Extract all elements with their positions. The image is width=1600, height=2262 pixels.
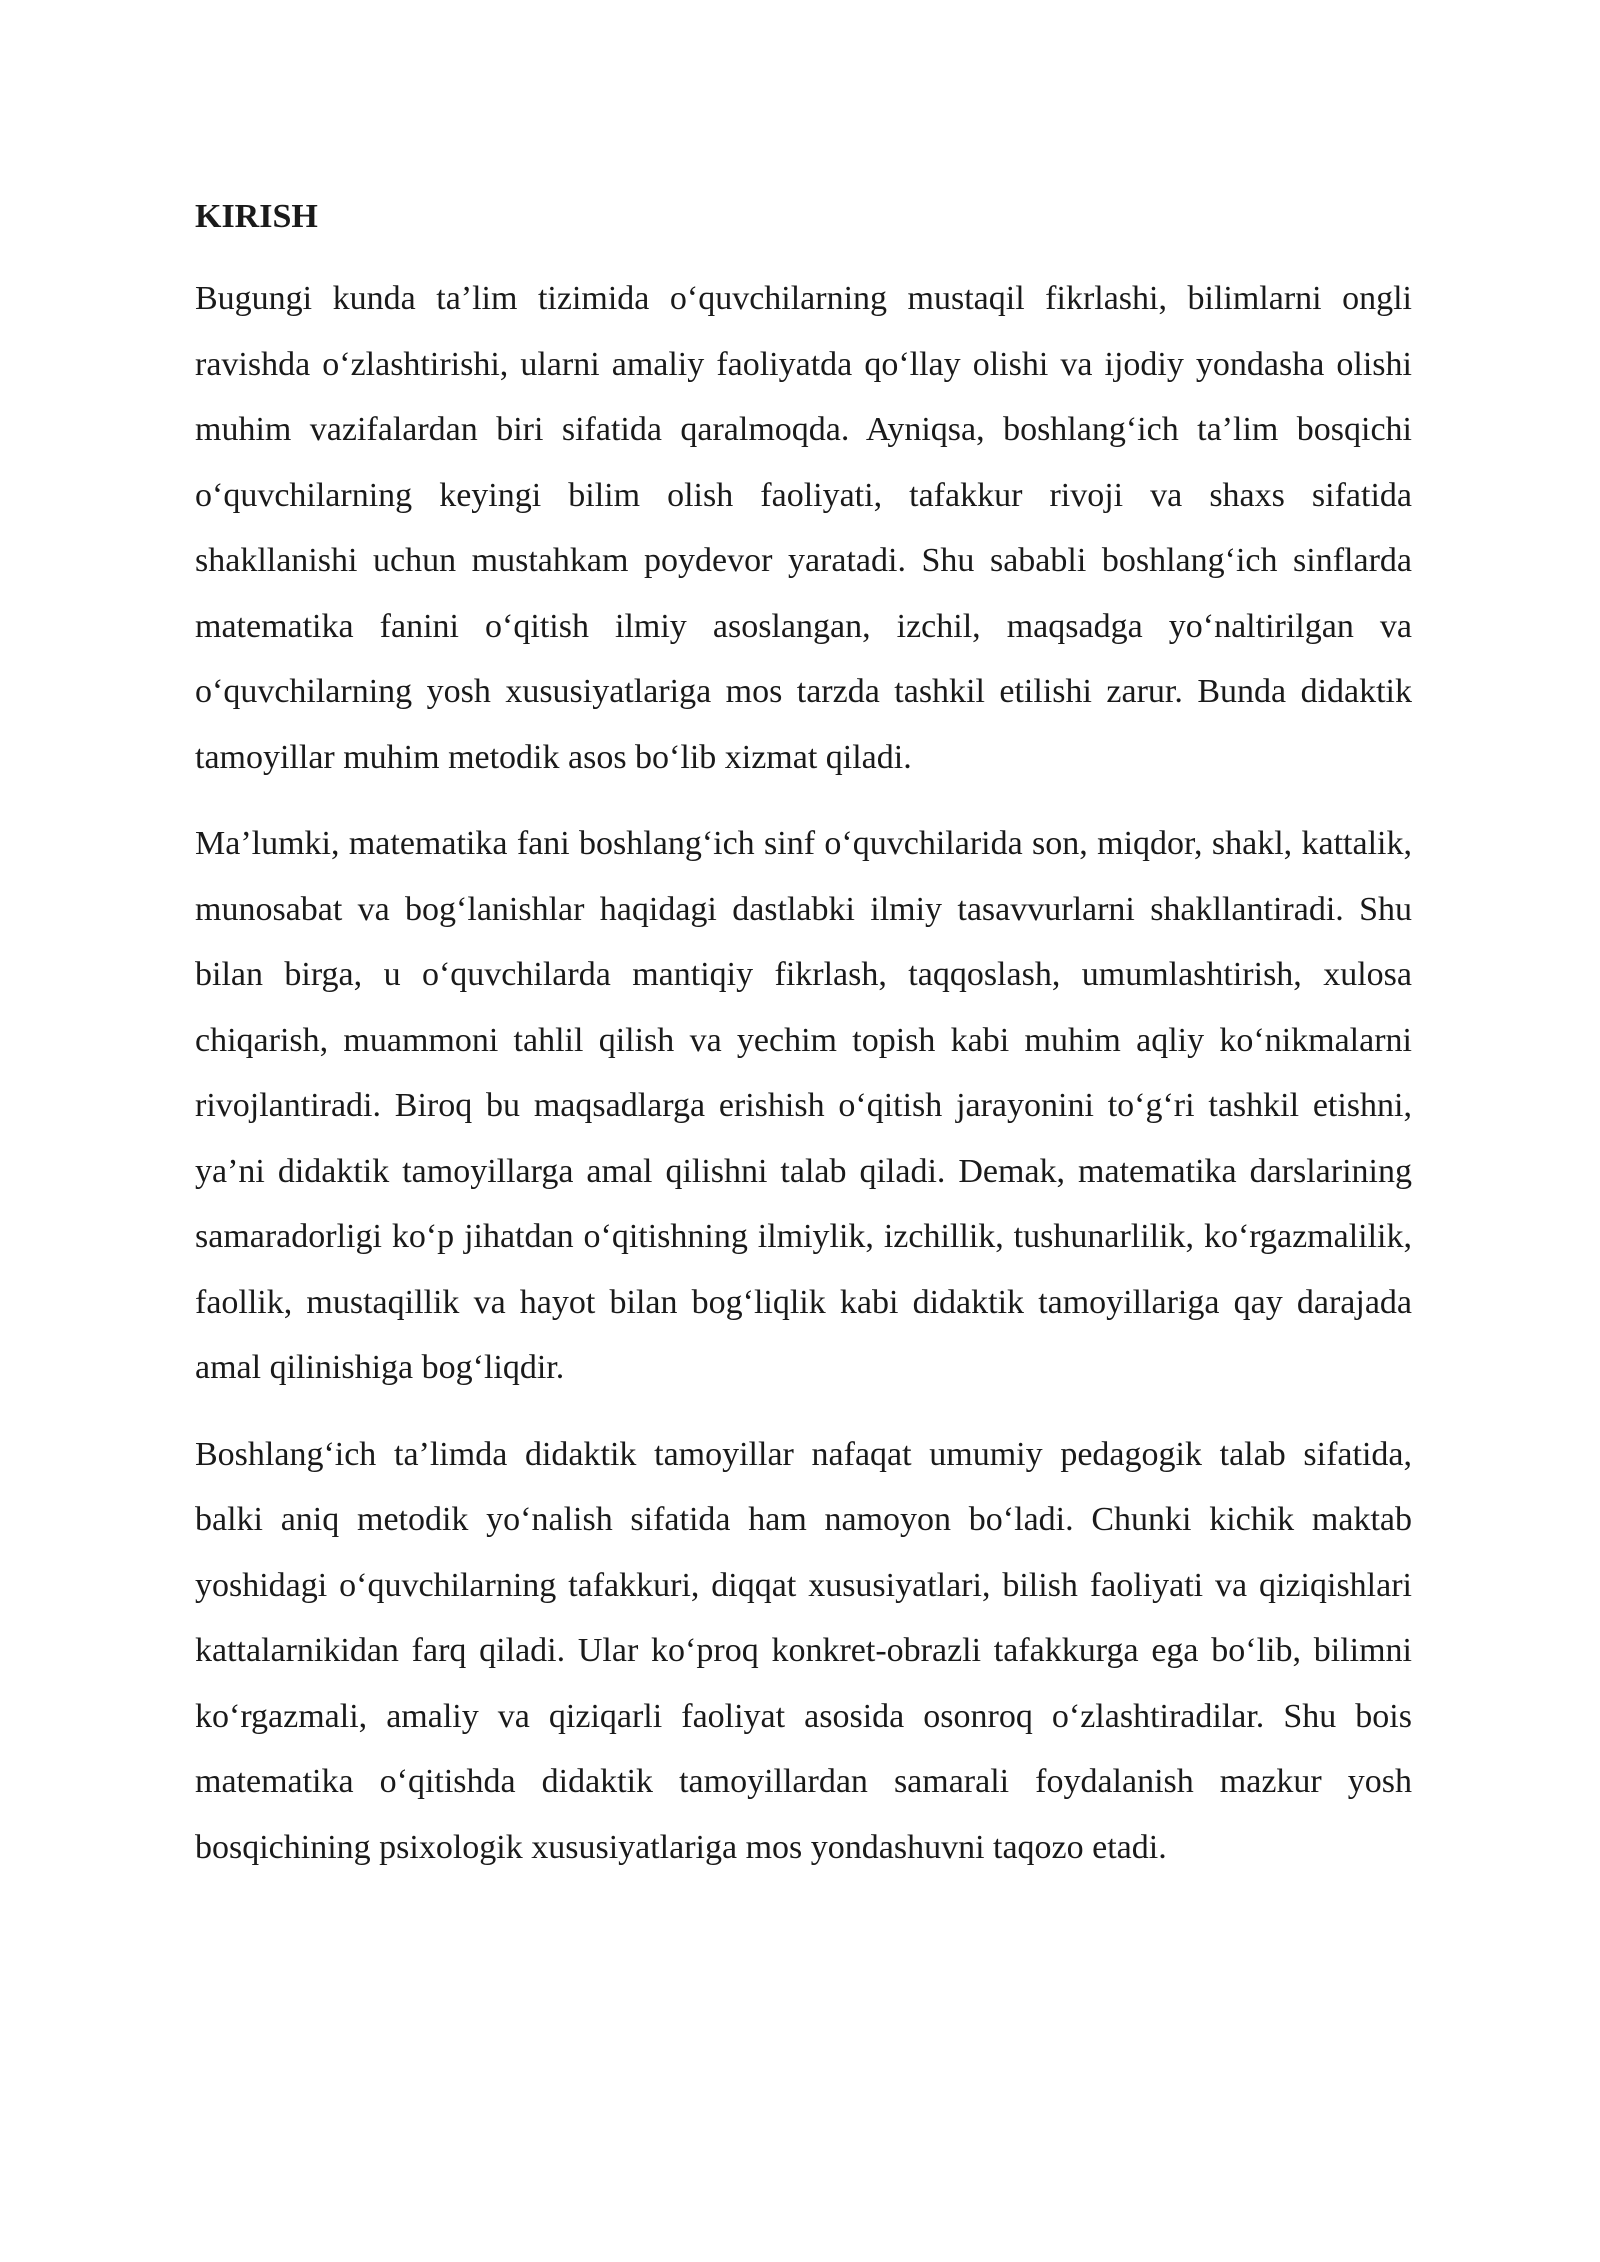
paragraph-3: Boshlang‘ich ta’limda didaktik tamoyillar nafaqat umumiy pedagogik talab sifatida, balki aniq metodik yo‘nalish sifatida ham namoyon bo‘ladi. Chunki kichik maktab yoshidagi o‘quvchilarning tafakkuri, diqqat xususiyatlari, bilish faoliyati va qiziqishlari kattalarnikidan farq qiladi. Ular ko‘proq konkret-obrazli tafakkurga ega bo‘lib, bilimni ko‘rgazmali, amaliy va qiziqarli faoliyat asosida osonroq o‘zlashtiradilar. Shu bois matematika o‘qitishda didaktik tamoyillardan samarali foydalanish mazkur yosh bosqichining psixologik xususiyatlariga mos yondashuvni taqozo etadi. <box>195 1435 1412 1866</box>
paragraph-2: Ma’lumki, matematika fani boshlang‘ich sinf o‘quvchilarida son, miqdor, shakl, kattalik, munosabat va bog‘lanishlar haqidagi dastlabki ilmiy tasavvurlarni shakllantiradi. Shu bilan birga, u o‘quvchilarda mantiqiy fikrlash, taqqoslash, umumlashtirish, xulosa chiqarish, muammoni tahlil qilish va yechim topish kabi muhim aqliy ko‘nikmalarni rivojlantiradi. Biroq bu maqsadlarga erishish o‘qitish jarayonini to‘g‘ri tashkil etishni, ya’ni didaktik tamoyillarga amal qilishni talab qiladi. Demak, matematika darslarining samaradorligi ko‘p jihatdan o‘qitishning ilmiylik, izchillik, tushunarlilik, ko‘rgazmalilik, faollik, mustaqillik va hayot bilan bog‘liqlik kabi didaktik tamoyillariga qay darajada amal qilinishiga bog‘liqdir. <box>195 825 1412 1386</box>
section-heading: KIRISH <box>195 198 318 235</box>
document-body <box>195 188 1412 1901</box>
paragraph-1: Bugungi kunda ta’lim tizimida o‘quvchilarning mustaqil fikrlashi, bilimlarni ongli ravishda o‘zlashtirishi, ularni amaliy faoliyatda qo‘llay olishi va ijodiy yondasha olishi muhim vazifalardan biri sifatida qaralmoqda. Ayniqsa, boshlang‘ich ta’lim bosqichi o‘quvchilarning keyingi bilim olish faoliyati, tafakkur rivoji va shaxs sifatida shakllanishi uchun mustahkam poydevor yaratadi. Shu sababli boshlang‘ich sinflarda matematika fanini o‘qitish ilmiy asoslangan, izchil, maqsadga yo‘naltirilgan va o‘quvchilarning yosh xususiyatlariga mos tarzda tashkil etilishi zarur. Bunda didaktik tamoyillar muhim metodik asos bo‘lib xizmat qiladi. <box>195 280 1412 776</box>
